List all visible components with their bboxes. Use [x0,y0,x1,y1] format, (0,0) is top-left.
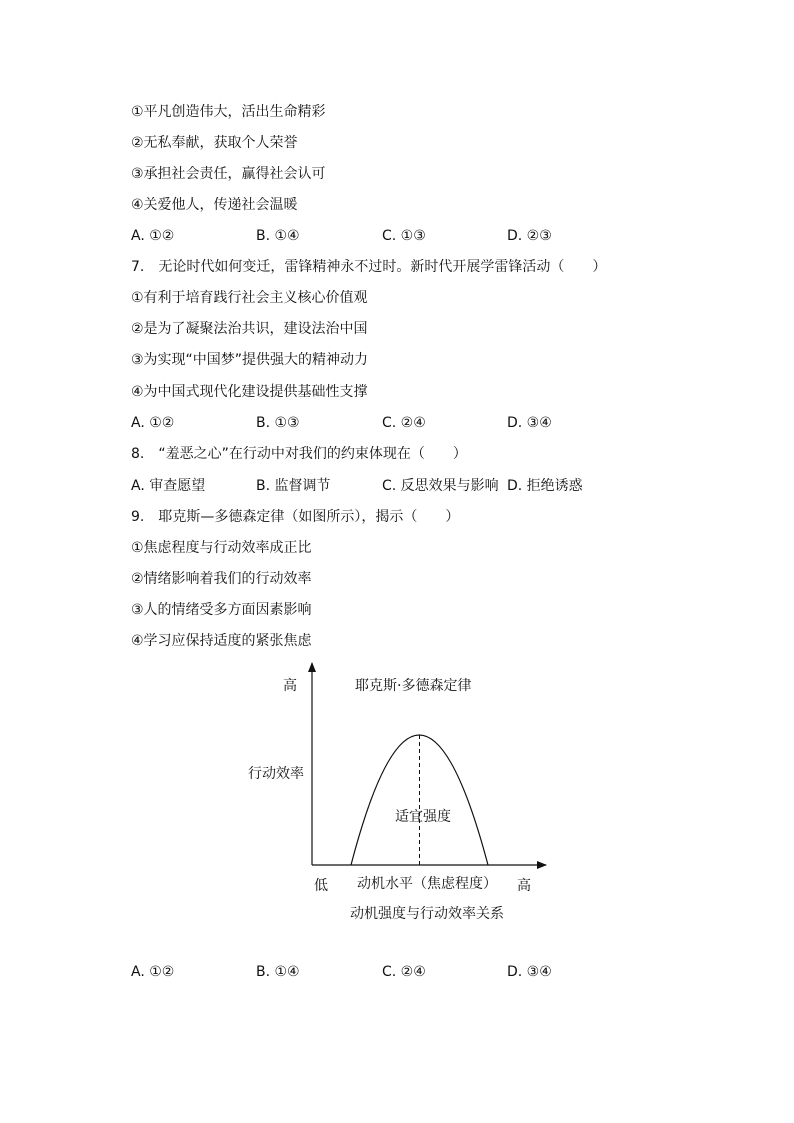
optimal-intensity-label: 适宜强度 [395,809,451,825]
q9-statement-2: ②情绪影响着我们的行动效率 [131,571,312,587]
x-high-label: 高 [517,878,531,894]
y-high-label: 高 [283,678,297,694]
q7-statement-4: ④为中国式现代化建设提供基础性支撑 [131,384,368,400]
q6-option-d: D. ②③ [507,228,552,244]
q9-statement-3: ③人的情绪受多方面因素影响 [131,602,312,618]
q8-option-b: B. 监督调节 [256,478,331,494]
q6-statement-1: ①平凡创造伟大，活出生命精彩 [131,104,326,120]
q7-statement-1: ①有利于培育践行社会主义核心价值观 [131,290,368,306]
q8-option-c: C. 反思效果与影响 [382,478,499,494]
q6-option-a: A. ①② [131,228,175,244]
q8-option-d: D. 拒绝诱惑 [507,478,583,494]
q8-stem: 8. “羞恶之心”在行动中对我们的约束体现在（ ） [131,446,467,462]
q7-option-c: C. ②④ [382,415,426,431]
q9-statement-1: ①焦虑程度与行动效率成正比 [131,540,312,556]
q7-option-a: A. ①② [131,415,175,431]
q6-statement-3: ③承担社会责任，赢得社会认可 [131,166,326,182]
q6-statement-2: ②无私奉献，获取个人荣誉 [131,135,298,151]
yerkes-dodson-figure [240,655,560,930]
q9-option-b: B. ①④ [256,964,300,980]
q9-option-a: A. ①② [131,964,175,980]
q9-option-c: C. ②④ [382,964,426,980]
figure-caption: 动机强度与行动效率关系 [350,906,504,922]
yerkes-dodson-diagram [240,655,560,930]
x-axis-label: 动机水平（焦虑程度） [357,876,497,892]
q7-option-d: D. ③④ [507,415,552,431]
q9-statement-4: ④学习应保持适度的紧张焦虑 [131,633,312,649]
q9-stem: 9. 耶克斯—多德森定律（如图所示），揭示（ ） [131,509,460,525]
q6-statement-4: ④关爱他人，传递社会温暖 [131,197,298,213]
q7-statement-2: ②是为了凝聚法治共识，建设法治中国 [131,321,368,337]
q7-stem: 7. 无论时代如何变迁，雷锋精神永不过时。新时代开展学雷锋活动（ ） [131,259,607,275]
figure-title: 耶克斯·多德森定律 [355,678,472,694]
q6-option-b: B. ①④ [256,228,300,244]
q7-option-b: B. ①③ [256,415,300,431]
q8-option-a: A. 审查愿望 [131,478,206,494]
q6-option-c: C. ①③ [382,228,426,244]
q9-option-d: D. ③④ [507,964,552,980]
x-low-label: 低 [314,878,328,894]
y-axis-label: 行动效率 [248,766,304,782]
q7-statement-3: ③为实现“中国梦”提供强大的精神动力 [131,352,369,368]
